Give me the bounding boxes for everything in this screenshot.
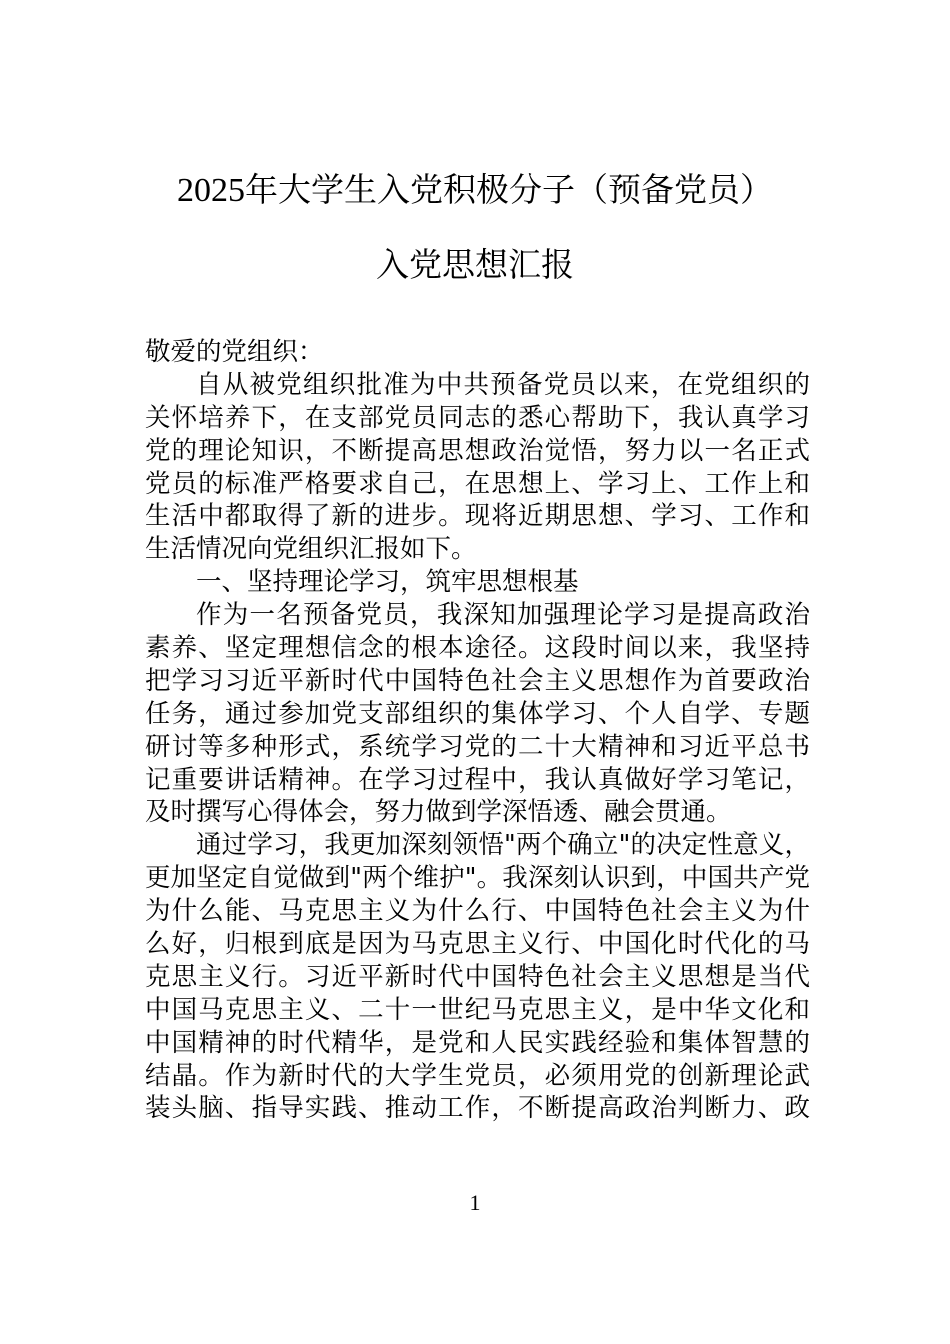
paragraph-line: 把学习习近平新时代中国特色社会主义思想作为首要政治: [145, 665, 810, 696]
paragraph-line: 作为一名预备党员，我深知加强理论学习是提高政治: [196, 600, 810, 631]
page-number: 1: [469, 1190, 481, 1215]
paragraph-line: 为什么能、马克思主义为什么行、中国特色社会主义为什: [145, 896, 810, 927]
paragraph-line: 党员的标准严格要求自己，在思想上、学习上、工作上和: [145, 468, 810, 499]
document-body: [145, 336, 810, 1125]
paragraph-line: 中国精神的时代精华，是党和人民实践经验和集体智慧的: [145, 1027, 810, 1058]
paragraph-line: 结晶。作为新时代的大学生党员，必须用党的创新理论武: [145, 1060, 810, 1091]
paragraph-line: 自从被党组织批准为中共预备党员以来，在党组织的: [196, 369, 810, 400]
paragraph-line: 研讨等多种形式，系统学习党的二十大精神和习近平总书: [145, 731, 810, 762]
title-text: 年大学生入党积极分子（预备党员）: [245, 170, 773, 209]
paragraph-theory-study: [145, 599, 810, 829]
paragraph-line: 及时撰写心得体会，努力做到学深悟透、融会贯通。: [145, 797, 732, 828]
paragraph-line: 关怀培养下，在支部党员同志的悉心帮助下，我认真学习: [145, 402, 810, 433]
paragraph-line: 通过学习，我更加深刻领悟"两个确立"的决定性意义，: [196, 830, 810, 861]
section-heading-1: [145, 566, 810, 599]
document-title: [0, 170, 950, 285]
paragraph-line: 党的理论知识，不断提高思想政治觉悟，努力以一名正式: [145, 435, 810, 466]
paragraph-line: 任务，通过参加党支部组织的集体学习、个人自学、专题: [145, 698, 810, 729]
paragraph-line: 中国马克思主义、二十一世纪马克思主义，是中华文化和: [145, 994, 810, 1025]
salutation: 敬爱的党组织：: [145, 337, 324, 367]
paragraph-intro: [145, 369, 810, 566]
title-line-2: 入党思想汇报: [376, 245, 574, 284]
title-line-1: [0, 170, 950, 210]
title-year: 2025: [177, 172, 245, 209]
paragraph-line: 装头脑、指导实践、推动工作，不断提高政治判断力、政: [145, 1093, 810, 1124]
paragraph-line: 记重要讲话精神。在学习过程中，我认真做好学习笔记，: [145, 764, 810, 795]
paragraph-line: 生活中都取得了新的进步。现将近期思想、学习、工作和: [145, 501, 810, 532]
paragraph-line: 更加坚定自觉做到"两个维护"。我深刻认识到，中国共产党: [145, 863, 810, 894]
paragraph-line: 生活情况向党组织汇报如下。: [145, 534, 477, 565]
paragraph-line: 么好，归根到底是因为马克思主义行、中国化时代化的马: [145, 929, 810, 960]
paragraph-line: 素养、坚定理想信念的根本途径。这段时间以来，我坚持: [145, 633, 810, 664]
paragraph-understanding: [145, 829, 810, 1125]
section-heading-text: 一、坚持理论学习，筑牢思想根基: [196, 567, 579, 598]
paragraph-line: 克思主义行。习近平新时代中国特色社会主义思想是当代: [145, 961, 810, 992]
